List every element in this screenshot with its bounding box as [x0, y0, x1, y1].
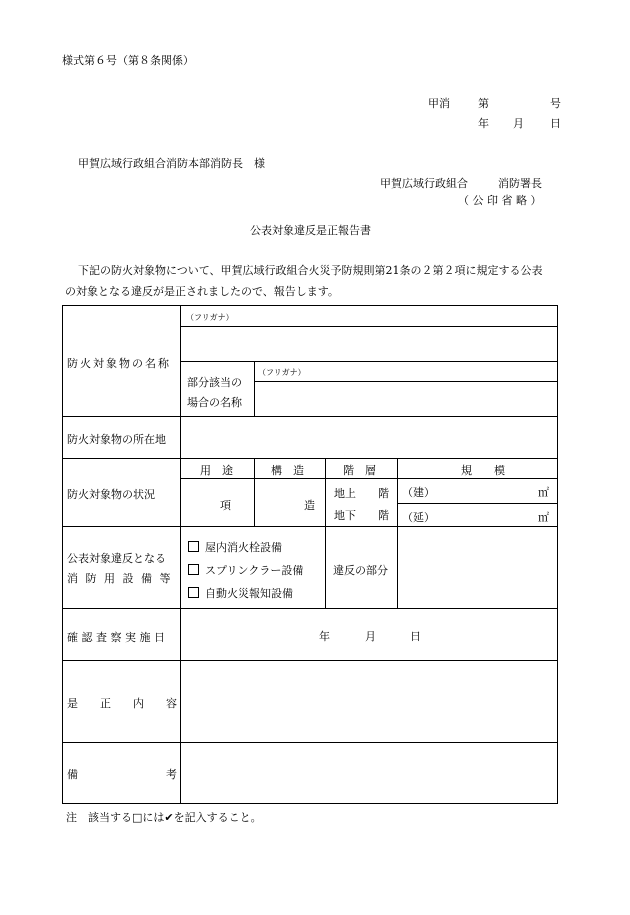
- date-month: 月: [513, 117, 524, 130]
- form-number: 様式第６号（第８条関係）: [62, 54, 194, 67]
- doc-number-dai: 第: [478, 97, 489, 110]
- checkbox[interactable]: [188, 541, 199, 552]
- location-label: 防火対象物の所在地: [67, 433, 166, 446]
- date-day: 日: [550, 117, 561, 130]
- building-area-label: （建）: [402, 486, 435, 499]
- inspection-year: 年: [319, 630, 330, 643]
- page-title: 公表対象違反是正報告書: [250, 224, 371, 237]
- doc-number-prefix: 甲消: [428, 97, 450, 110]
- doc-number-go: 号: [550, 97, 561, 110]
- below-floor-unit: 階: [378, 509, 389, 522]
- location-value[interactable]: [182, 418, 555, 456]
- equipment-item[interactable]: 屋内消火栓設備: [188, 539, 282, 555]
- footnote: 注 該当する□には✔を記入すること。: [66, 811, 262, 824]
- equipment-item[interactable]: スプリンクラー設備: [188, 562, 303, 578]
- addressee: 甲賀広域行政組合消防本部消防長 様: [78, 157, 265, 170]
- inspection-label: 確 認 査 察 実 施 日: [67, 631, 165, 644]
- partial-label-2: 場合の名称: [187, 396, 242, 409]
- checkbox[interactable]: [188, 587, 199, 598]
- checkbox[interactable]: [188, 564, 199, 575]
- below-ground-label: 地下: [334, 509, 356, 522]
- col-use-header: 用 途: [200, 464, 233, 477]
- violation-part-label: 違反の部分: [333, 564, 388, 577]
- violation-label-1: 公表対象違反となる: [67, 552, 166, 565]
- sender-title: 消防署長: [498, 177, 542, 190]
- partial-name-value[interactable]: [256, 383, 555, 414]
- intro-line-2: の対象となる違反が是正されましたので、報告します。: [65, 285, 339, 298]
- furigana-label: （フリガナ）: [186, 313, 234, 322]
- name-label: 防火対象物の名称: [67, 357, 171, 370]
- remarks-label: 備 考: [67, 768, 177, 781]
- equipment-item[interactable]: 自動火災報知設備: [188, 585, 293, 601]
- correction-label: 是 正 内 容: [67, 697, 177, 710]
- col-floors-header: 階 層: [343, 464, 376, 477]
- partial-furigana-label: （フリガナ）: [258, 368, 306, 377]
- correction-value[interactable]: [182, 662, 555, 740]
- status-label: 防火対象物の状況: [67, 488, 155, 501]
- above-ground-label: 地上: [334, 487, 356, 500]
- building-area-unit: ㎡: [538, 486, 549, 499]
- inspection-day: 日: [410, 630, 421, 643]
- inspection-month: 月: [365, 630, 376, 643]
- remarks-value[interactable]: [182, 744, 555, 801]
- col-scale-header: 規 模: [461, 464, 505, 477]
- sender-org: 甲賀広域行政組合: [380, 177, 468, 190]
- violation-label-2: 消 防 用 設 備 等: [67, 572, 173, 585]
- total-area-label: （延）: [402, 511, 435, 524]
- seal-omitted-note: （ 公 印 省 略 ）: [458, 194, 542, 207]
- intro-line-1: 下記の防火対象物について、甲賀広域行政組合火災予防規則第21条の２第２項に規定する公表: [78, 264, 543, 277]
- partial-label-1: 部分該当の: [187, 376, 242, 389]
- use-unit: 項: [220, 499, 231, 512]
- name-value[interactable]: [182, 328, 555, 359]
- date-year: 年: [478, 117, 489, 130]
- col-structure-header: 構 造: [271, 464, 304, 477]
- structure-unit: 造: [304, 499, 315, 512]
- total-area-unit: ㎡: [538, 511, 549, 524]
- above-floor-unit: 階: [378, 487, 389, 500]
